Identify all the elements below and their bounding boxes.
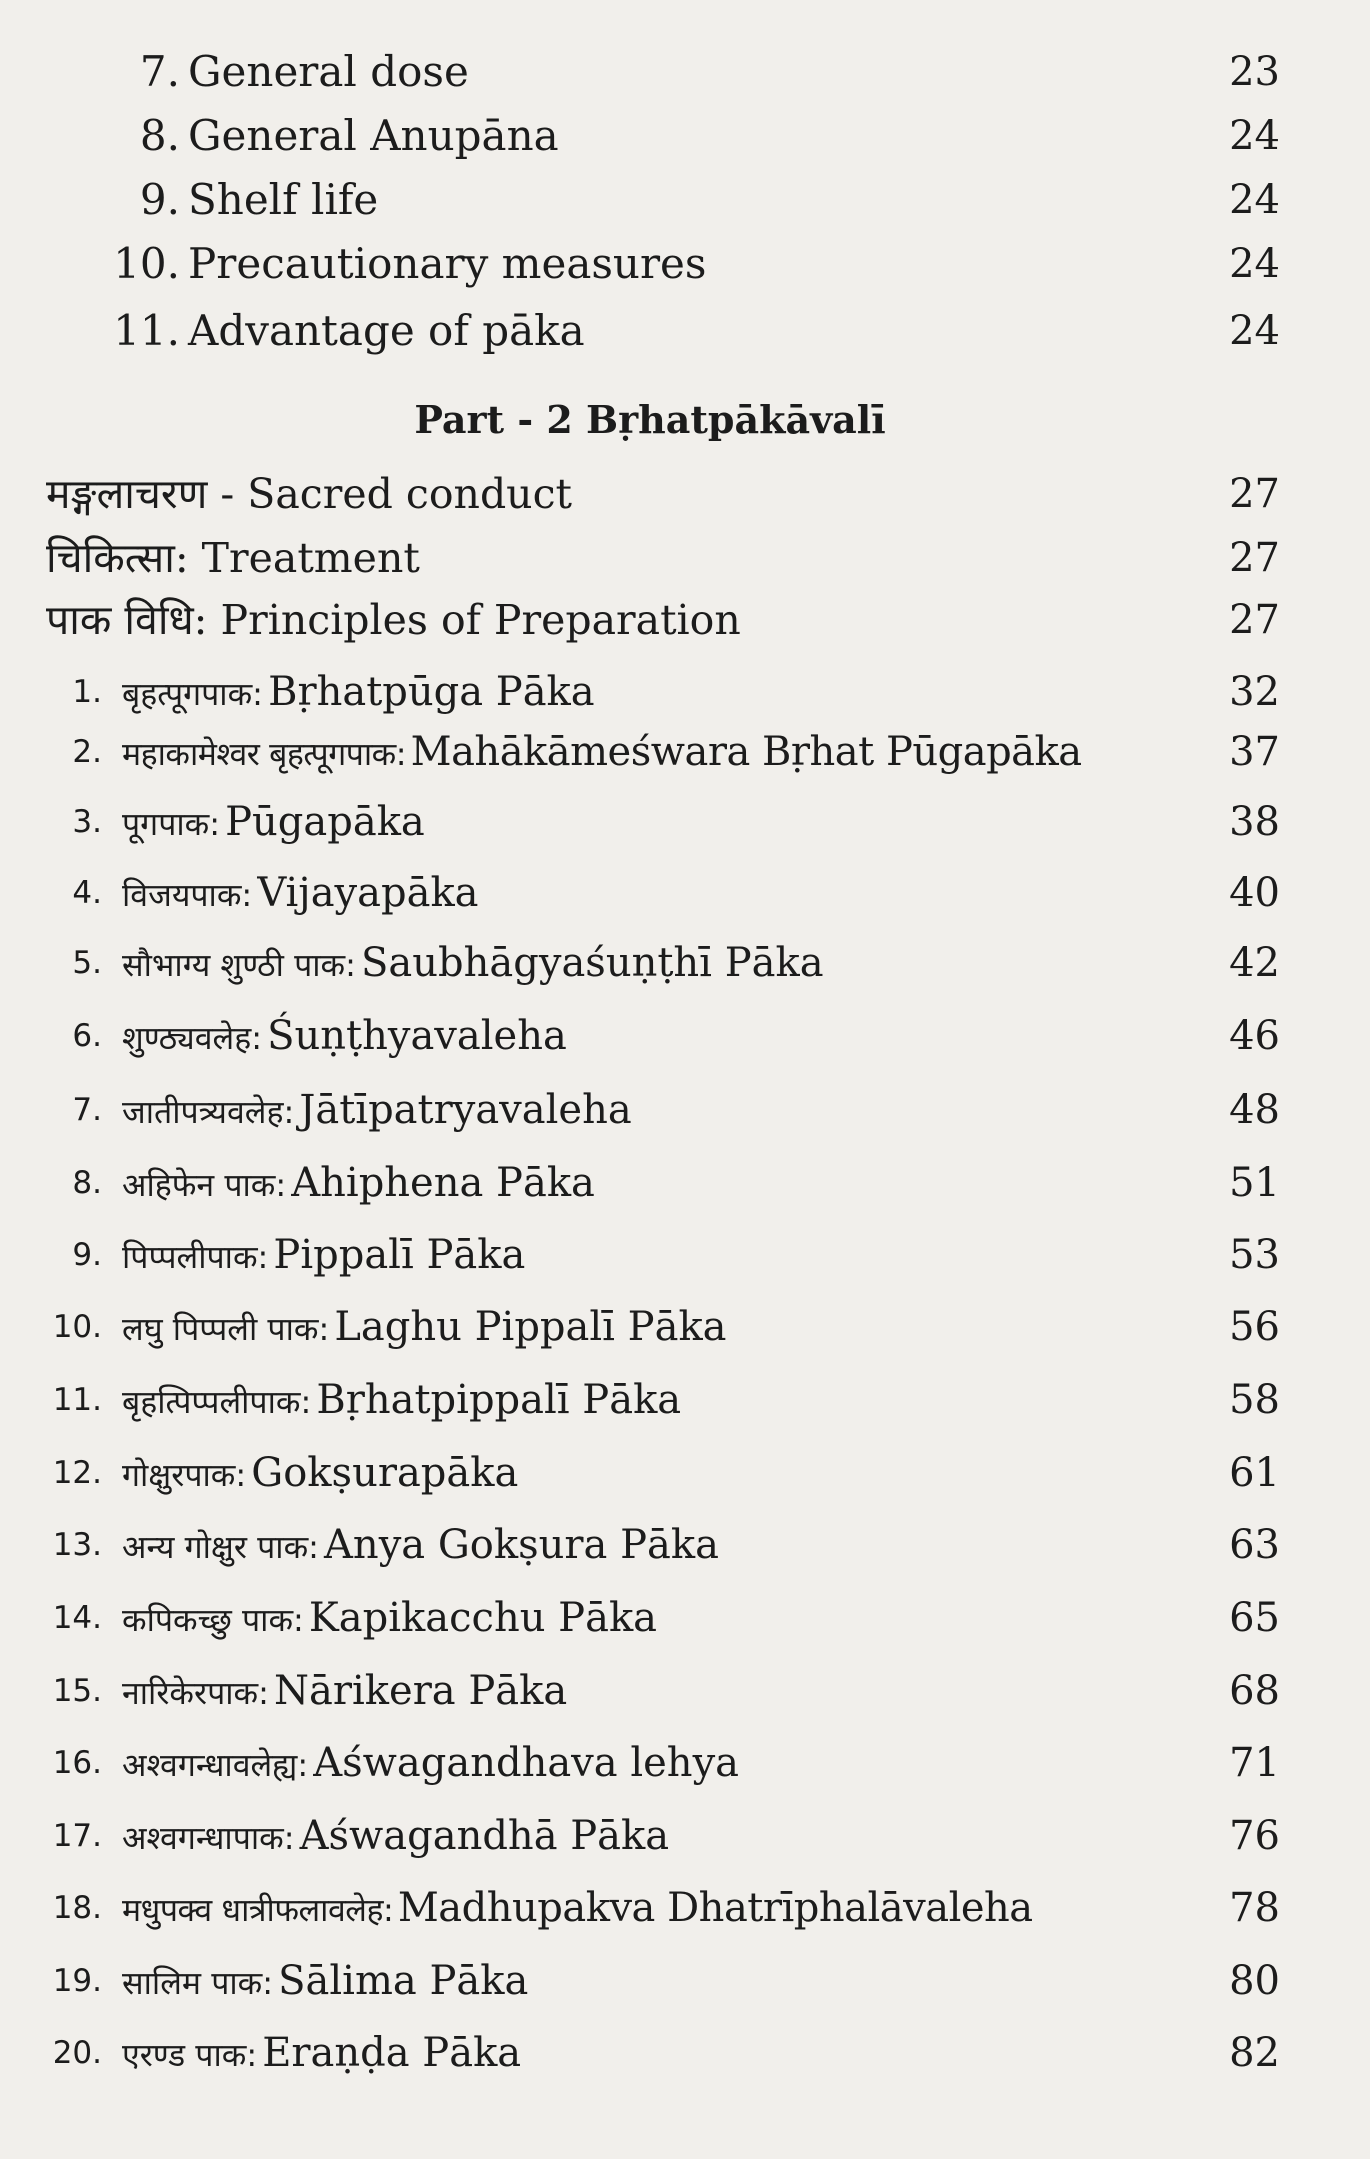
toc-entry: [0, 1733, 1300, 1793]
toc-entry: [0, 1661, 1300, 1721]
entry-title: [122, 1588, 657, 1656]
toc-item: [0, 464, 1300, 524]
entry-latin: Laghu Pippalī Pāka: [334, 1304, 727, 1350]
entry-title: [122, 933, 824, 1001]
page-number: 23: [1229, 49, 1280, 95]
toc-entry: [0, 2023, 1300, 2083]
page-number: 53: [1229, 1232, 1280, 1278]
entry-number: 8.: [72, 1165, 102, 1201]
toc-entry: [0, 1370, 1300, 1430]
item-title: Precautionary measures: [188, 239, 707, 288]
page-number: 78: [1229, 1885, 1280, 1931]
toc-entry: [0, 1806, 1300, 1866]
entry-latin: Mahākāmeśwara Bṛhat Pūgapāka: [410, 729, 1082, 775]
entry-latin: Aśwagandhava lehya: [313, 1740, 740, 1786]
entry-number: 20.: [52, 2035, 102, 2071]
item-title: Advantage of pāka: [188, 306, 585, 355]
toc-entry: [0, 722, 1300, 782]
toc-entry: [0, 1225, 1300, 1285]
entry-devanagari: लघु पिप्पली पाक:: [122, 1310, 330, 1348]
item-title: Shelf life: [188, 175, 379, 224]
page-number: 65: [1229, 1595, 1280, 1641]
toc-entry: [0, 1515, 1300, 1575]
toc-item: [0, 170, 1300, 230]
toc-entry: [0, 1080, 1300, 1140]
page-number: 68: [1229, 1668, 1280, 1714]
entry-latin: Anya Gokṣura Pāka: [324, 1522, 719, 1568]
entry-devanagari: पिप्पलीपाक:: [122, 1238, 269, 1276]
entry-title: [122, 1806, 669, 1874]
entry-title: [122, 1297, 727, 1365]
entry-devanagari: विजयपाक:: [122, 876, 253, 914]
entry-number: 19.: [52, 1963, 102, 1999]
entry-latin: Pūgapāka: [225, 799, 425, 845]
toc-item: [0, 528, 1300, 588]
page-number: 32: [1229, 669, 1280, 715]
entry-number: 7.: [72, 1092, 102, 1128]
toc-entry: [0, 863, 1300, 923]
entry-devanagari: सौभाग्य शुण्ठी पाक:: [122, 946, 356, 984]
toc-entry: [0, 1588, 1300, 1648]
page-number: 56: [1229, 1304, 1280, 1350]
toc-entry: [0, 662, 1300, 722]
entry-devanagari: मधुपक्व धात्रीफलावलेह:: [122, 1891, 394, 1929]
entry-title: [122, 1443, 518, 1511]
page-number: 76: [1229, 1813, 1280, 1859]
page-number: 38: [1229, 799, 1280, 845]
toc-entry: [0, 1006, 1300, 1066]
item-title: पाक विधि: Principles of Preparation: [46, 596, 741, 644]
page-number: 58: [1229, 1377, 1280, 1423]
entry-devanagari: शुण्ठ्यवलेह:: [122, 1019, 262, 1057]
item-title: चिकित्सा: Treatment: [46, 534, 420, 582]
entry-devanagari: महाकामेश्वर बृहत्पूगपाक:: [122, 735, 407, 773]
page-number: 51: [1229, 1160, 1280, 1206]
entry-number: 16.: [52, 1745, 102, 1781]
page-number: 37: [1229, 729, 1280, 775]
entry-title: [122, 1733, 739, 1801]
page-number: 27: [1229, 471, 1280, 517]
entry-title: [122, 1153, 595, 1221]
entry-number: 17.: [52, 1818, 102, 1854]
entry-number: 3.: [72, 804, 102, 840]
page-number: 48: [1229, 1087, 1280, 1133]
page-number: 40: [1229, 870, 1280, 916]
entry-number: 5.: [72, 945, 102, 981]
entry-devanagari: एरण्ड पाक:: [122, 2036, 258, 2074]
entry-devanagari: गोक्षुरपाक:: [122, 1456, 247, 1494]
item-number: 11.: [113, 306, 180, 355]
entry-devanagari: बृहत्पूगपाक:: [122, 675, 263, 713]
page-number: 46: [1229, 1013, 1280, 1059]
item-number: 10.: [113, 239, 180, 288]
entry-devanagari: जातीपत्र्यवलेह:: [122, 1093, 295, 1131]
page-number: 24: [1229, 177, 1280, 223]
entry-latin: Ahiphena Pāka: [291, 1160, 595, 1206]
entry-devanagari: अन्य गोक्षुर पाक:: [122, 1528, 319, 1566]
entry-number: 13.: [52, 1527, 102, 1563]
entry-latin: Madhupakva Dhatrīphalāvaleha: [397, 1885, 1033, 1931]
page-number: 24: [1229, 113, 1280, 159]
entry-number: 2.: [72, 734, 102, 770]
entry-latin: Sālima Pāka: [278, 1958, 529, 2004]
entry-title: [122, 1006, 567, 1074]
toc-entry: [0, 1443, 1300, 1503]
page-number: 63: [1229, 1522, 1280, 1568]
toc-item: [0, 301, 1300, 361]
toc-item: [0, 42, 1300, 102]
page-number: 24: [1229, 308, 1280, 354]
entry-latin: Nārikera Pāka: [274, 1668, 568, 1714]
entry-devanagari: सालिम पाक:: [122, 1964, 274, 2002]
entry-number: 9.: [72, 1237, 102, 1273]
entry-devanagari: अश्वगन्धापाक:: [122, 1819, 295, 1857]
toc-entry: [0, 933, 1300, 993]
page-number: 80: [1229, 1958, 1280, 2004]
entry-devanagari: अश्वगन्धावलेह्य:: [122, 1746, 309, 1784]
page-number: 24: [1229, 241, 1280, 287]
entry-latin: Vijayapāka: [257, 870, 479, 916]
entry-latin: Eraṇḍa Pāka: [262, 2030, 522, 2076]
entry-number: 12.: [52, 1455, 102, 1491]
entry-latin: Kapikacchu Pāka: [308, 1595, 658, 1641]
entry-latin: Jātīpatryavaleha: [299, 1087, 632, 1133]
entry-title: [122, 722, 1082, 790]
page-number: 71: [1229, 1740, 1280, 1786]
entry-title: [122, 792, 425, 860]
page-number: 82: [1229, 2030, 1280, 2076]
entry-title: [122, 662, 595, 730]
toc-entry: [0, 792, 1300, 852]
item-title: मङ्गलाचरण - Sacred conduct: [46, 470, 573, 518]
entry-latin: Pippalī Pāka: [273, 1232, 526, 1278]
item-title: General Anupāna: [188, 111, 559, 160]
entry-title: [122, 1080, 632, 1148]
entry-latin: Śuṇṭhyavaleha: [267, 1013, 567, 1059]
entry-number: 4.: [72, 875, 102, 911]
entry-title: [122, 1370, 681, 1438]
page-number: 42: [1229, 940, 1280, 986]
entry-devanagari: नारिकेरपाक:: [122, 1674, 269, 1712]
part-heading: Part - 2 Bṛhatpākāvalī: [414, 397, 886, 442]
entry-devanagari: कपिकच्छु पाक:: [122, 1601, 304, 1639]
entry-latin: Bṛhatpūga Pāka: [268, 669, 595, 715]
entry-latin: Bṛhatpippalī Pāka: [316, 1377, 682, 1423]
item-number: 9.: [139, 175, 180, 224]
toc-entry: [0, 1878, 1300, 1938]
toc-entry: [0, 1297, 1300, 1357]
entry-latin: Gokṣurapāka: [251, 1450, 519, 1496]
entry-title: [122, 1661, 567, 1729]
entry-number: 1.: [72, 674, 102, 710]
entry-title: [122, 1878, 1033, 1946]
toc-item: [0, 106, 1300, 166]
entry-devanagari: अहिफेन पाक:: [122, 1166, 287, 1204]
entry-title: [122, 2023, 521, 2091]
toc-item: [0, 590, 1300, 650]
entry-number: 10.: [52, 1309, 102, 1345]
page-number: 27: [1229, 597, 1280, 643]
toc-entry: [0, 1153, 1300, 1213]
page-number: 27: [1229, 535, 1280, 581]
entry-title: [122, 1225, 525, 1293]
entry-title: [122, 1515, 719, 1583]
toc-item: [0, 234, 1300, 294]
entry-devanagari: बृहत्पिप्पलीपाक:: [122, 1383, 312, 1421]
entry-latin: Saubhāgyaśuṇṭhī Pāka: [361, 940, 824, 986]
entry-latin: Aśwagandhā Pāka: [299, 1813, 670, 1859]
entry-number: 15.: [52, 1673, 102, 1709]
entry-devanagari: पूगपाक:: [122, 805, 221, 843]
item-number: 7.: [139, 47, 180, 96]
toc-entry: [0, 1951, 1300, 2011]
page-number: 61: [1229, 1450, 1280, 1496]
entry-number: 6.: [72, 1018, 102, 1054]
entry-title: [122, 863, 479, 931]
entry-number: 14.: [52, 1600, 102, 1636]
item-title: General dose: [188, 47, 469, 96]
entry-number: 18.: [52, 1890, 102, 1926]
entry-number: 11.: [52, 1382, 102, 1418]
entry-title: [122, 1951, 528, 2019]
item-number: 8.: [139, 111, 180, 160]
